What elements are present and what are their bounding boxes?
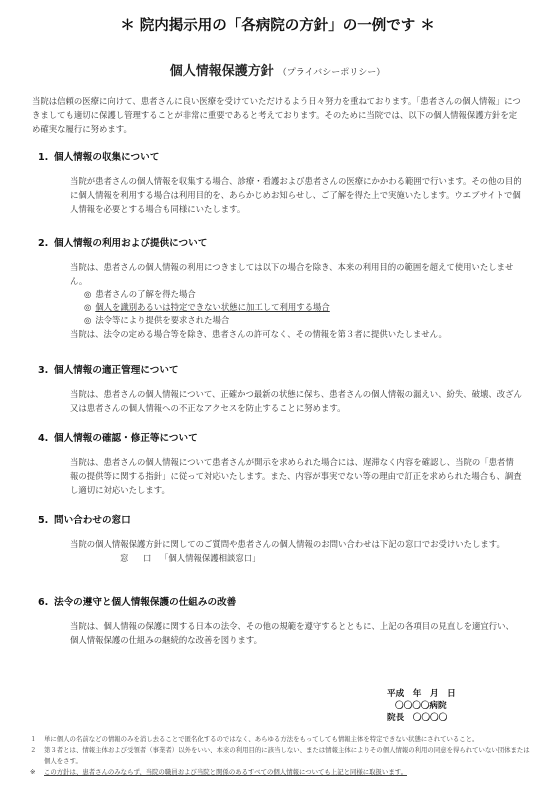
notice-headline: ＊ 院内掲示用の「各病院の方針」の一例です ＊ [120,18,435,34]
section-heading [38,431,528,447]
contact-window-value: 「個人情報保護相談窓口」 [160,553,261,563]
section-heading [38,236,528,252]
section-title: 個人情報の収集について [54,152,160,163]
section-body: 当院は、個人情報の保護に関する日本の法令、その他の規範を遵守するとともに、上記の各項目の見直しを適宜行い、個人情報保護の仕組みの継続的な改善を図ります。 [70,621,514,645]
section-number: 4. [38,433,49,444]
double-circle-bullet: ◎ [84,315,92,325]
list-item-text: 患者さんの了解を得た場合 [95,289,196,299]
section-4 [38,431,528,497]
footnote [30,745,530,767]
section-heading [38,513,528,529]
footnote-marker: １ [30,735,37,743]
section-title: 個人情報の適正管理について [54,365,179,376]
footnote-text: 第３者とは、情報主体および受領者（事業者）以外をいい、本来の利用目的に該当しない、または情報主体によりその個人情報の利用の同意を得られていない団体または個人をさす。 [44,746,530,765]
double-circle-bullet: ◎ [84,302,92,312]
section-heading [38,595,528,611]
list-item [84,314,522,327]
policy-title-block [0,60,555,79]
section-title: 個人情報の利用および提供について [54,238,208,249]
section-1 [38,150,528,216]
list-item [84,301,522,314]
section-body: 当院が患者さんの個人情報を収集する場合、診療・看護および患者さんの医療にかかわる範囲で行います。その他の目的に個人情報を利用する場合は利用目的を、あらかじめお知らせし、ご了解を得た上で実施いたします。ウエブサイトで個人情報を必要とする場合も同様にいたします。 [70,176,522,214]
footnote-text: この方針は、患者さんのみならず、当院の職員および当院と関係のあるすべての個人情報についても上記と同様に取扱います。 [44,768,407,776]
footnote [30,734,530,745]
policy-subtitle: （プライバシーポリシー） [277,68,386,78]
section-title: 個人情報の確認・修正等について [54,433,198,444]
footnote-marker: ※ [30,768,36,776]
footnote [30,767,530,778]
section-6 [38,595,528,647]
section-title: 問い合わせの窓口 [54,515,131,526]
footnote-text: 単に個人の名前などの情報のみを消し去ることで匿名化するのではなく、あらゆる方法をもってしても情報主体を特定できない状態にされていること。 [44,735,479,743]
signature-block [387,688,547,724]
policy-title: 個人情報保護方針 [169,64,274,79]
section-number: 3. [38,365,49,376]
footnotes [30,734,530,778]
section-number: 5. [38,515,49,526]
section-paragraph: 当院の個人情報保護方針に関してのご質問や患者さんの個人情報のお問い合わせは下記の窓口でお受けいたします。 [70,539,505,549]
sign-date: 平成 年 月 日 [387,689,456,699]
section-number: 6. [38,597,49,608]
list-item-text: 法令等により提供を要求された場合 [95,315,230,325]
section-body: 当院は、患者さんの個人情報について患者さんが開示を求められた場合には、遅滞なく内容を確認し、当院の「患者情報の提供等に関する指針」に従って対応いたします。また、内容が事実でない等の理由で訂正を求められた場合も、調査し適切に対応いたします。 [70,457,522,495]
section-number: 1. [38,152,49,163]
section-body [70,260,522,341]
section-title: 法令の遵守と個人情報保護の仕組みの改善 [54,597,237,608]
double-circle-bullet: ◎ [84,289,92,299]
footnote-marker: ２ [30,746,37,754]
section-body: 当院は、患者さんの個人情報について、正確かつ最新の状態に保ち、患者さんの個人情報の漏えい、紛失、破壊、改ざん又は患者さんの個人情報への不正なアクセスを防止することに努めます。 [70,389,522,413]
section-5 [38,513,528,565]
contact-window-row [70,551,522,565]
section-paragraph: 当院は、患者さんの個人情報の利用につきましては以下の場合を除き、本来の利用目的の範囲を超えて使用いたしません。 [70,262,514,286]
section-footer: 当院は、法令の定める場合等を除き、患者さんの許可なく、その情報を第３者に提供いたしません。 [70,329,447,339]
section-number: 2. [38,238,49,249]
sign-hospital: 〇〇〇〇病院 [395,701,447,711]
section-heading [38,363,528,379]
contact-window-label: 窓 口 [120,553,158,563]
list-item-text: 個人を識別あるいは特定できない状態に加工して利用する場合 [95,302,330,312]
section-3 [38,363,528,415]
sign-director: 院長 〇〇〇〇 [387,713,448,723]
intro-paragraph: 当院は信頼の医療に向けて、患者さんに良い医療を受けていただけるよう日々努力を重ねております。「患者さんの個人情報」につきましても適切に保護し管理することが非常に重要であると考えております。そのために当院では、以下の個人情報保護方針を定め確実な履行に努めます。 [32,96,521,134]
section-2 [38,236,528,341]
section-body [70,537,522,565]
section-heading [38,150,528,166]
list-item [84,288,522,301]
exception-list [84,288,522,327]
